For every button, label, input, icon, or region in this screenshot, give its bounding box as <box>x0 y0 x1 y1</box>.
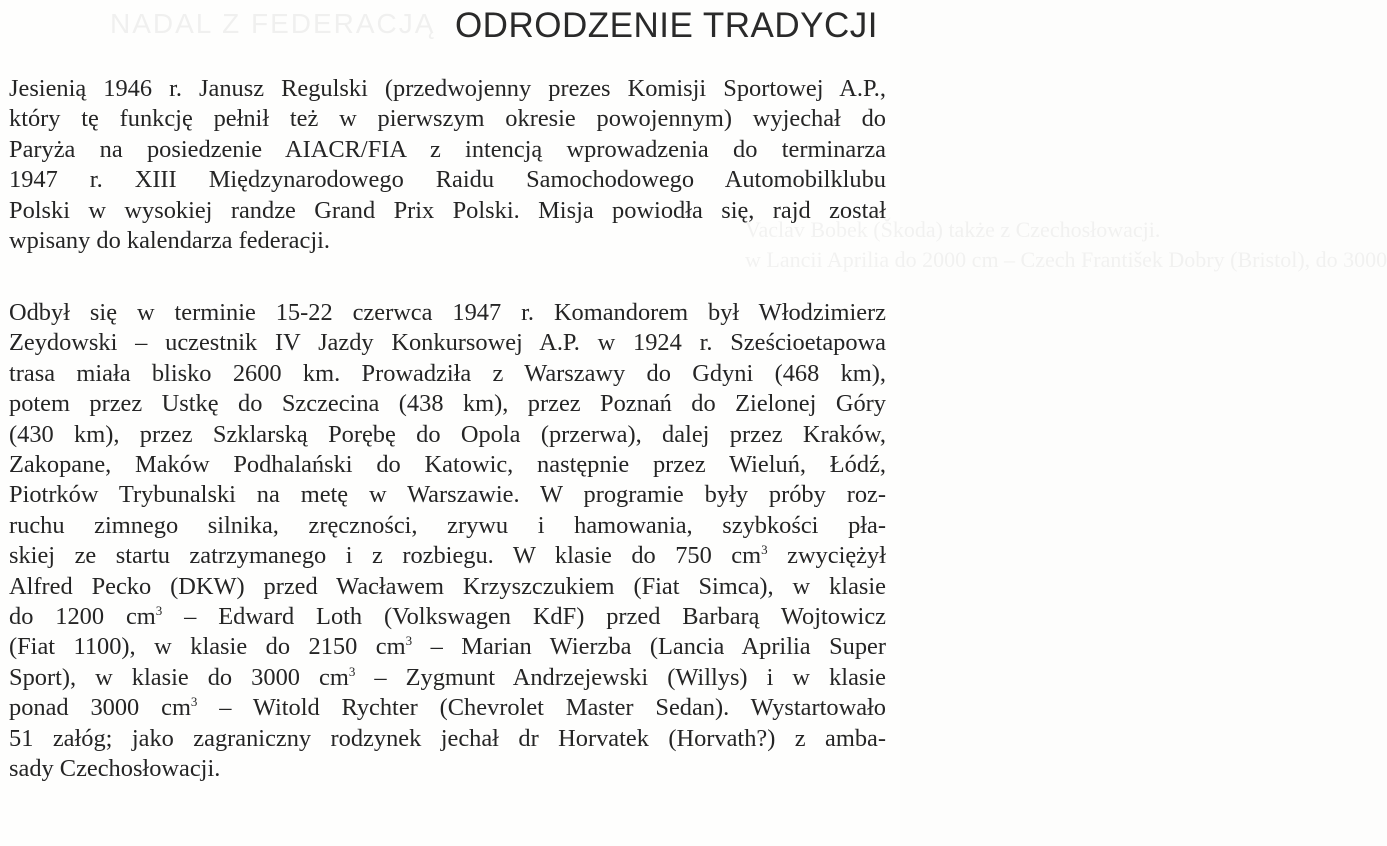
text-line: 51 załóg; jako zagraniczny rodzynek jechał dr Horvatek (Horvath?) z amba- <box>9 724 886 752</box>
page-title: ODRODZENIE TRADYCJI <box>454 6 878 45</box>
text-line: ruchu zimnego silnika, zręczności, zrywu i hamowania, szybkości pła- <box>9 511 886 539</box>
paragraph-2 <box>9 298 886 785</box>
bleed-through-line: w Lancii Aprilia do 2000 cm – Czech František Dobry (Bristol), do 3000 <box>745 247 1387 272</box>
text-line: Piotrków Trybunalski na metę w Warszawie. W programie były próby roz- <box>9 481 886 509</box>
text-segment: – Witold Rychter (Chevrolet Master Sedan). Wystartowało <box>197 694 886 722</box>
text-line: Polski w wysokiej randze Grand Prix Polski. Misja powiodła się, rajd został <box>9 196 886 224</box>
text-line <box>9 632 886 662</box>
text-line: Zeydowski – uczestnik IV Jazdy Konkursowej A.P. w 1924 r. Sześcioetapowa <box>9 329 886 357</box>
text-segment: skiej ze startu zatrzymanego i z rozbiegu. W klasie do 750 cm <box>9 542 762 570</box>
text-line: (430 km), przez Szklarską Porębę do Opola (przerwa), dalej przez Kraków, <box>9 420 886 448</box>
text-line: potem przez Ustkę do Szczecina (438 km), przez Poznań do Zielonej Góry <box>9 390 886 418</box>
text-segment: – Zygmunt Andrzejewski (Willys) i w klasie <box>355 663 886 691</box>
superscript-3: 3 <box>190 694 198 710</box>
superscript-3: 3 <box>155 603 163 619</box>
text-segment: do 1200 cm <box>9 603 156 631</box>
text-line: trasa miała blisko 2600 km. Prowadziła z Warszawy do Gdyni (468 km), <box>9 359 886 387</box>
text-line: Paryża na posiedzenie AIACR/FIA z intencją wprowadzenia do terminarza <box>9 135 886 163</box>
paragraph-1 <box>9 74 886 256</box>
bleed-through-heading: NADAL Z FEDERACJĄ <box>110 8 436 39</box>
text-segment: (Fiat 1100), w klasie do 2150 cm <box>9 633 406 661</box>
text-line: 1947 r. XIII Międzynarodowego Raidu Samochodowego Automobilklubu <box>9 166 886 194</box>
text-line <box>9 541 886 571</box>
text-line: który tę funkcję pełnił też w pierwszym okresie powojennym) wyjechał do <box>9 105 886 133</box>
text-line: sady Czechosłowacji. <box>9 755 221 783</box>
text-segment: – Marian Wierzba (Lancia Aprilia Super <box>412 633 886 661</box>
superscript-3: 3 <box>348 663 356 679</box>
text-segment: Sport), w klasie do 3000 cm <box>9 663 349 691</box>
text-line <box>9 602 886 632</box>
bleed-through-line: Vaclav Bobek (Škoda) także z Czechosłowacji. <box>745 217 1161 242</box>
text-line: Jesienią 1946 r. Janusz Regulski (przedwojenny prezes Komisji Sportowej A.P., <box>9 75 886 102</box>
superscript-3: 3 <box>405 633 413 649</box>
text-segment: – Edward Loth (Volkswagen KdF) przed Barbarą Wojtowicz <box>162 603 886 631</box>
text-segment: zwyciężył <box>767 542 886 570</box>
text-line: Alfred Pecko (DKW) przed Wacławem Krzyszczukiem (Fiat Simca), w klasie <box>9 572 886 600</box>
superscript-3: 3 <box>761 542 768 558</box>
text-line: Odbył się w terminie 15-22 czerwca 1947 r. Komandorem był Włodzimierz <box>9 299 886 326</box>
text-line <box>9 663 886 693</box>
text-segment: ponad 3000 cm <box>9 694 191 722</box>
text-line <box>9 693 886 723</box>
text-line: wpisany do kalendarza federacji. <box>9 227 330 255</box>
text-line: Zakopane, Maków Podhalański do Katowic, następnie przez Wieluń, Łódź, <box>9 451 886 479</box>
